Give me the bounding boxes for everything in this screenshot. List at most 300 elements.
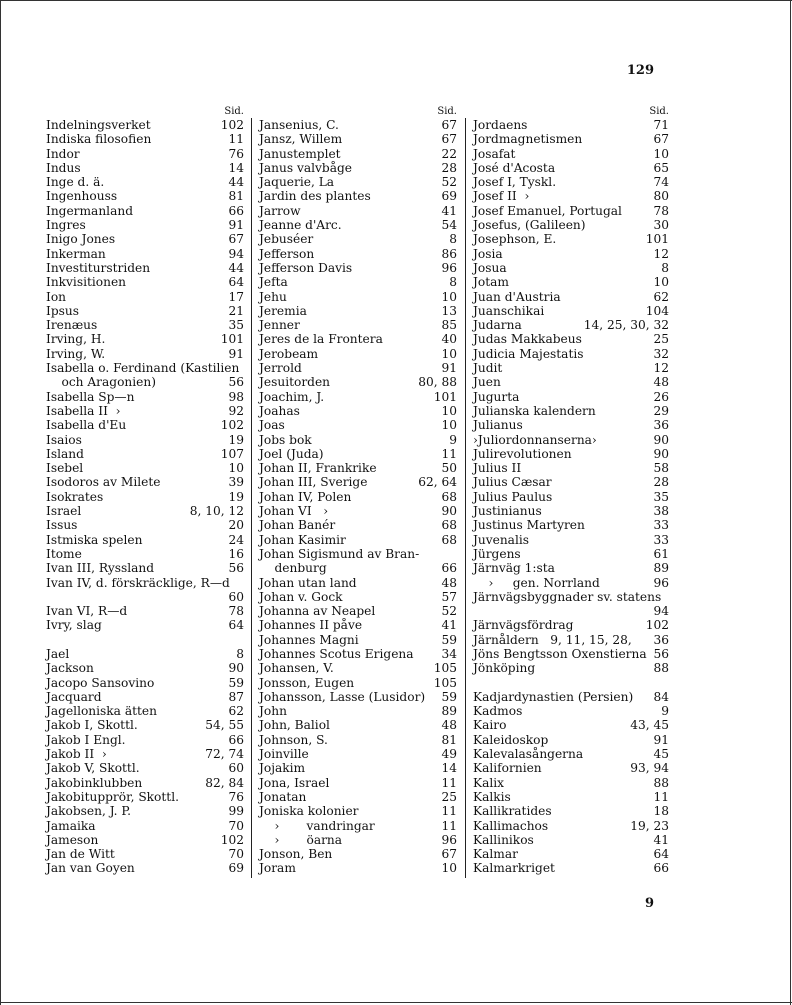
entry-name: Järnvägsbyggnader sv. statens xyxy=(473,589,662,604)
entry-name: Jeanne d'Arc. xyxy=(259,218,342,233)
entry-page: 91 xyxy=(653,732,669,747)
entry-page: 96 xyxy=(653,575,669,590)
entry-page: 66 xyxy=(441,561,457,576)
entry-page: 91 xyxy=(441,361,457,376)
entry-name: Johan III, Sverige xyxy=(259,475,368,490)
entry-name: Jefferson xyxy=(259,246,315,261)
entry-page: 10 xyxy=(441,861,457,876)
entry-name: Jonson, Ben xyxy=(259,847,333,862)
entry-page: 62 xyxy=(228,704,244,719)
entry-name: Josia xyxy=(473,246,503,261)
entry-page: 28 xyxy=(653,475,669,490)
entry-name: Johan VI › xyxy=(259,504,329,519)
index-entry xyxy=(259,819,457,833)
entry-name: Johnson, S. xyxy=(259,732,328,747)
entry-name: Jefta xyxy=(259,275,288,290)
entry-page: 64 xyxy=(228,618,244,633)
index-entry xyxy=(46,332,244,346)
entry-name: Judas Makkabeus xyxy=(473,332,582,347)
index-entry xyxy=(46,776,244,790)
entry-name: Jackson xyxy=(46,661,94,676)
entry-name: Jael xyxy=(46,646,70,661)
index-entry xyxy=(259,690,457,704)
entry-name: Jehu xyxy=(259,289,287,304)
entry-name: Julianus xyxy=(473,418,523,433)
index-entry xyxy=(473,247,669,261)
entry-page: 105 xyxy=(433,675,457,690)
index-entry xyxy=(46,361,244,375)
index-entry xyxy=(259,504,457,518)
entry-name: Ipsus xyxy=(46,303,79,318)
index-entry xyxy=(46,490,244,504)
index-entry xyxy=(46,132,244,146)
entry-page: 10 xyxy=(441,403,457,418)
entry-name: Jameson xyxy=(46,832,99,847)
entry-name: Ivan VI, R—d xyxy=(46,604,128,619)
entry-page: 26 xyxy=(653,389,669,404)
entry-page: 40 xyxy=(441,332,457,347)
entry-name: Joram xyxy=(259,861,296,876)
entry-page: 76 xyxy=(228,789,244,804)
entry-name: Kalmarkriget xyxy=(473,861,555,876)
entry-name: Kaleidoskop xyxy=(473,732,549,747)
entry-name: Jönköping xyxy=(473,661,536,676)
entry-page: 94 xyxy=(653,604,669,619)
entry-name: Justinus Martyren xyxy=(473,518,585,533)
index-entry xyxy=(259,447,457,461)
entry-name: Isebel xyxy=(46,461,84,476)
entry-name: Johan v. Gock xyxy=(259,589,343,604)
entry-page: 101 xyxy=(645,232,669,247)
entry-page: 21 xyxy=(228,303,244,318)
entry-name: Irenæus xyxy=(46,318,98,333)
scan-frame-bottom xyxy=(0,1002,792,1003)
entry-name: Johanna av Neapel xyxy=(259,604,376,619)
entry-name: Juanschikai xyxy=(473,303,545,318)
entry-name: Ingenhouss xyxy=(46,189,118,204)
entry-page: 25 xyxy=(441,789,457,804)
entry-name: Josef Emanuel, Portugal xyxy=(473,203,622,218)
entry-page: 93, 94 xyxy=(630,761,669,776)
entry-page xyxy=(242,361,244,375)
index-entry xyxy=(473,218,669,232)
index-entry xyxy=(259,475,457,489)
entry-name: Jakob I, Skottl. xyxy=(46,718,138,733)
entry-page: 88 xyxy=(653,775,669,790)
entry-page: 71 xyxy=(653,118,669,132)
index-entry xyxy=(473,618,669,632)
entry-name: Jefferson Davis xyxy=(259,260,353,275)
entry-name: Istmiska spelen xyxy=(46,532,143,547)
index-entry xyxy=(259,161,457,175)
entry-name: Kadjardynastien (Persien) xyxy=(473,689,634,704)
index-entry xyxy=(259,547,457,561)
entry-name: Jordmagnetismen xyxy=(473,132,583,147)
index-entry xyxy=(259,189,457,203)
entry-page: 9 xyxy=(661,704,669,719)
index-column-3 xyxy=(473,105,669,876)
entry-name: Johansson, Lasse (Lusidor) xyxy=(259,689,426,704)
entry-page: 80, 88 xyxy=(418,375,457,390)
index-entry xyxy=(46,576,244,590)
index-entry xyxy=(46,504,244,518)
entry-page: 74 xyxy=(653,175,669,190)
entry-page: 33 xyxy=(653,532,669,547)
entry-name: Jagelloniska ätten xyxy=(46,704,157,719)
entry-page: 101 xyxy=(220,332,244,347)
index-entry xyxy=(259,147,457,161)
index-entry xyxy=(46,318,244,332)
index-entry xyxy=(473,704,669,718)
index-entry xyxy=(46,189,244,203)
entry-name: Indelningsverket xyxy=(46,118,151,132)
index-entry xyxy=(259,218,457,232)
entry-page: 8 xyxy=(449,232,457,247)
entry-name: Jürgens xyxy=(473,546,521,561)
entry-page: 28 xyxy=(441,160,457,175)
entry-name: Johan IV, Polen xyxy=(259,489,352,504)
index-entry xyxy=(473,661,669,675)
index-entry xyxy=(259,618,457,632)
entry-page: 68 xyxy=(441,489,457,504)
entry-name: Jordaens xyxy=(473,118,528,132)
entry-page: 91 xyxy=(228,218,244,233)
index-entry xyxy=(473,475,669,489)
entry-name: Jakobsen, J. P. xyxy=(46,804,132,819)
index-entry xyxy=(259,175,457,189)
index-entry xyxy=(259,418,457,432)
entry-name: Israel xyxy=(46,504,82,519)
index-entry xyxy=(473,461,669,475)
entry-page: 52 xyxy=(441,604,457,619)
entry-page: 81 xyxy=(441,732,457,747)
index-entry xyxy=(46,761,244,775)
index-entry xyxy=(259,433,457,447)
index-column-1 xyxy=(46,105,244,876)
index-entry xyxy=(473,161,669,175)
entry-name: Jakob V, Skottl. xyxy=(46,761,140,776)
index-entry xyxy=(259,604,457,618)
entry-name: John xyxy=(259,704,287,719)
entry-page: 76 xyxy=(228,146,244,161)
index-entry xyxy=(46,161,244,175)
entry-name: Kallimachos xyxy=(473,818,549,833)
entry-page: 67 xyxy=(441,847,457,862)
index-entry xyxy=(46,790,244,804)
entry-page: 35 xyxy=(653,489,669,504)
index-entry xyxy=(259,661,457,675)
entry-page: 94 xyxy=(228,246,244,261)
entry-name: Josua xyxy=(473,260,507,275)
entry-page: 10 xyxy=(228,461,244,476)
index-entry xyxy=(259,776,457,790)
index-entry xyxy=(259,676,457,690)
entry-page: 84 xyxy=(653,689,669,704)
index-entry xyxy=(473,761,669,775)
entry-name: Jakob I Engl. xyxy=(46,732,126,747)
index-entry xyxy=(259,576,457,590)
entry-page: 64 xyxy=(228,275,244,290)
index-entry xyxy=(473,232,669,246)
index-entry xyxy=(46,261,244,275)
index-entry xyxy=(46,218,244,232)
entry-name: Isodoros av Milete xyxy=(46,475,161,490)
entry-page: 48 xyxy=(653,375,669,390)
entry-name: Jugurta xyxy=(473,389,520,404)
index-entry xyxy=(259,332,457,346)
entry-page: 50 xyxy=(441,461,457,476)
entry-page: 41 xyxy=(441,203,457,218)
index-entry xyxy=(46,204,244,218)
index-entry xyxy=(473,318,669,332)
entry-page: 56 xyxy=(653,646,669,661)
entry-name: Isabella d'Eu xyxy=(46,418,127,433)
entry-name: Jotam xyxy=(473,275,509,290)
entry-page: 62 xyxy=(653,289,669,304)
index-entry xyxy=(259,347,457,361)
entry-name: Ivan IV, d. förskräcklige, R—d xyxy=(46,575,230,590)
entry-page: 105 xyxy=(433,661,457,676)
entry-name: och Aragonien) xyxy=(46,375,156,390)
entry-page: 14 xyxy=(228,160,244,175)
entry-page: 20 xyxy=(228,518,244,533)
index-entry xyxy=(46,704,244,718)
index-entry xyxy=(259,833,457,847)
entry-name: Jacopo Sansovino xyxy=(46,675,155,690)
index-entry xyxy=(473,561,669,575)
entry-page: 35 xyxy=(228,318,244,333)
index-entry xyxy=(259,118,457,132)
entry-name: Johansen, V. xyxy=(259,661,334,676)
index-entry xyxy=(259,518,457,532)
entry-page: 96 xyxy=(441,260,457,275)
index-entry xyxy=(46,275,244,289)
entry-name: Jebuséer xyxy=(259,232,314,247)
index-entry xyxy=(46,347,244,361)
index-entry xyxy=(46,247,244,261)
index-entry xyxy=(46,804,244,818)
index-entry xyxy=(46,418,244,432)
index-entry xyxy=(473,275,669,289)
index-entry xyxy=(259,647,457,661)
index-entry xyxy=(259,761,457,775)
entry-name: Joel (Juda) xyxy=(259,446,324,461)
index-entry xyxy=(259,861,457,875)
entry-name: Isabella II › xyxy=(46,403,121,418)
entry-name: Joinville xyxy=(259,747,309,762)
entry-page: 41 xyxy=(653,832,669,847)
entry-page: 102 xyxy=(645,618,669,633)
entry-name: Jonatan xyxy=(259,789,307,804)
entry-name: ›Juliordonnanserna› xyxy=(473,432,597,447)
index-entry xyxy=(46,461,244,475)
entry-page: 19, 23 xyxy=(630,818,669,833)
entry-name: Jamaika xyxy=(46,818,96,833)
entry-name: Jan de Witt xyxy=(46,847,115,862)
entry-name: › vandringar xyxy=(259,818,375,833)
entry-name: Isaios xyxy=(46,432,82,447)
entry-name: Issus xyxy=(46,518,78,533)
entry-page: 62, 64 xyxy=(418,475,457,490)
index-entry xyxy=(259,533,457,547)
entry-name: › öarna xyxy=(259,832,343,847)
index-entry xyxy=(473,175,669,189)
entry-name: Juen xyxy=(473,375,501,390)
entry-name: Indus xyxy=(46,160,81,175)
index-entry xyxy=(259,304,457,318)
sid-header: Sid. xyxy=(437,106,457,117)
entry-page: 86 xyxy=(441,246,457,261)
entry-page: 92 xyxy=(228,403,244,418)
index-entry xyxy=(46,819,244,833)
entry-name: Jansenius, C. xyxy=(259,118,339,132)
entry-page xyxy=(455,547,457,561)
index-entry xyxy=(473,404,669,418)
entry-page: 49 xyxy=(441,747,457,762)
entry-name: Jansz, Willem xyxy=(259,132,343,147)
entry-name: Kalmar xyxy=(473,847,518,862)
entry-page: 67 xyxy=(441,118,457,132)
entry-page: 96 xyxy=(441,832,457,847)
entry-name: Jonsson, Eugen xyxy=(259,675,355,690)
index-entry xyxy=(473,547,669,561)
index-entry xyxy=(259,318,457,332)
entry-page: 61 xyxy=(653,546,669,561)
entry-name: Johan Sigismund av Bran- xyxy=(259,546,420,561)
index-entry xyxy=(473,304,669,318)
entry-name: Investiturstriden xyxy=(46,260,151,275)
index-entry xyxy=(473,518,669,532)
entry-page: 67 xyxy=(228,232,244,247)
entry-page: 25 xyxy=(653,332,669,347)
entry-name: Jakobitupprör, Skottl. xyxy=(46,789,179,804)
entry-name: José d'Acosta xyxy=(473,160,556,175)
entry-page: 8 xyxy=(449,275,457,290)
entry-page: 52 xyxy=(441,175,457,190)
entry-name: Kalix xyxy=(473,775,505,790)
index-entry xyxy=(473,490,669,504)
index-entry xyxy=(46,718,244,732)
entry-page: 90 xyxy=(653,446,669,461)
entry-page: 65 xyxy=(653,160,669,175)
index-entry xyxy=(46,232,244,246)
index-entry xyxy=(46,175,244,189)
entry-page: 36 xyxy=(653,418,669,433)
entry-name: Järnväg 1:sta xyxy=(473,561,555,576)
index-entry xyxy=(46,390,244,404)
index-entry xyxy=(473,847,669,861)
index-entry xyxy=(473,776,669,790)
entry-page: 29 xyxy=(653,403,669,418)
entry-page: 59 xyxy=(228,675,244,690)
entry-name: Jardin des plantes xyxy=(259,189,371,204)
index-entry xyxy=(259,361,457,375)
entry-page: 104 xyxy=(645,303,669,318)
entry-name: Johannes II påve xyxy=(259,618,363,633)
index-entry xyxy=(46,661,244,675)
index-entry xyxy=(259,261,457,275)
entry-name: Itome xyxy=(46,546,82,561)
entry-page: 69 xyxy=(228,861,244,876)
column-divider xyxy=(251,118,252,878)
entry-name: Ingres xyxy=(46,218,86,233)
entry-name: Jobs bok xyxy=(259,432,312,447)
entry-name: Johannes Magni xyxy=(259,632,359,647)
entry-name: Joas xyxy=(259,418,285,433)
entry-name: Judit xyxy=(473,361,503,376)
entry-page: 11 xyxy=(653,789,669,804)
entry-page: 34 xyxy=(441,646,457,661)
entry-page xyxy=(667,590,669,604)
index-entry xyxy=(473,390,669,404)
entry-name: Joachim, J. xyxy=(259,389,325,404)
index-entry xyxy=(46,733,244,747)
entry-page: 38 xyxy=(653,504,669,519)
entry-page: 41 xyxy=(441,618,457,633)
index-entry xyxy=(473,590,669,604)
entry-page: 11 xyxy=(441,446,457,461)
index-entry xyxy=(46,618,244,632)
entry-page: 10 xyxy=(441,418,457,433)
index-entry xyxy=(473,447,669,461)
entry-name: Janustemplet xyxy=(259,146,341,161)
entry-name: Isabella o. Ferdinand (Kastilien xyxy=(46,361,240,376)
index-entry xyxy=(46,590,244,604)
entry-page: 66 xyxy=(228,203,244,218)
entry-name: Ivry, slag xyxy=(46,618,102,633)
entry-page: 10 xyxy=(653,275,669,290)
entry-name: Jakob II › xyxy=(46,747,107,762)
entry-page: 17 xyxy=(228,289,244,304)
entry-page: 59 xyxy=(441,689,457,704)
entry-page: 87 xyxy=(228,689,244,704)
index-entry xyxy=(473,733,669,747)
sid-header: Sid. xyxy=(224,106,244,117)
entry-name: Isokrates xyxy=(46,489,104,504)
index-entry xyxy=(473,604,669,618)
index-entry xyxy=(46,604,244,618)
index-entry xyxy=(46,518,244,532)
entry-page xyxy=(242,576,244,590)
entry-name: Järnvägsfördrag xyxy=(473,618,574,633)
index-entry xyxy=(473,147,669,161)
scan-frame-left xyxy=(0,0,1,1005)
page-number: 129 xyxy=(626,63,654,78)
entry-name: Isabella Sp—n xyxy=(46,389,135,404)
entry-page: 19 xyxy=(228,489,244,504)
index-entry xyxy=(473,118,669,132)
index-entry xyxy=(46,475,244,489)
entry-page: 48 xyxy=(441,575,457,590)
entry-page: 10 xyxy=(653,146,669,161)
entry-name: Ivan III, Ryssland xyxy=(46,561,155,576)
index-entry xyxy=(259,790,457,804)
index-entry xyxy=(259,290,457,304)
entry-page: 22 xyxy=(441,146,457,161)
entry-name: Julirevolutionen xyxy=(473,446,572,461)
entry-name: Josafat xyxy=(473,146,516,161)
entry-name: Julius Cæsar xyxy=(473,475,552,490)
entry-page: 11 xyxy=(441,775,457,790)
entry-name: Kalevalasångerna xyxy=(473,747,584,762)
entry-name: Ion xyxy=(46,289,67,304)
entry-name: Juvenalis xyxy=(473,532,529,547)
index-entry xyxy=(473,261,669,275)
entry-page: 90 xyxy=(228,661,244,676)
index-entry xyxy=(473,747,669,761)
entry-name: denburg xyxy=(259,561,327,576)
entry-page: 102 xyxy=(220,418,244,433)
